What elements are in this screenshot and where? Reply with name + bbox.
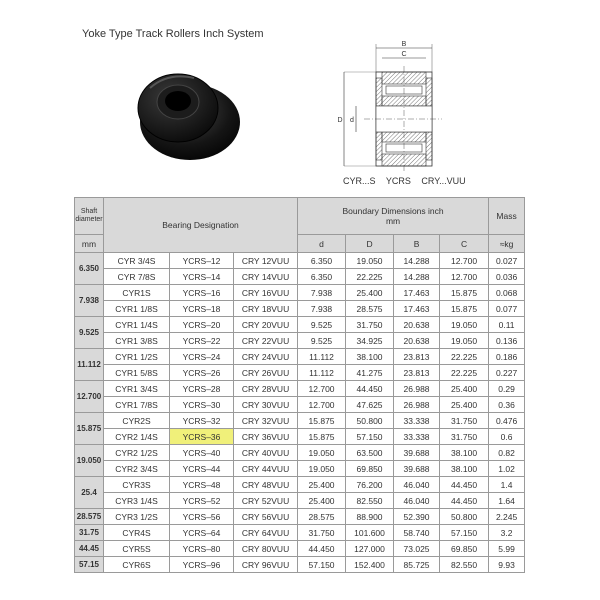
table-cell: YCRS–52 — [170, 493, 234, 509]
table-cell: 82.550 — [440, 557, 489, 573]
table-cell: 0.6 — [489, 429, 525, 445]
table-cell: YCRS–20 — [170, 317, 234, 333]
table-cell: 17.463 — [394, 285, 440, 301]
variant-labels — [343, 176, 474, 186]
table-cell: 39.688 — [394, 461, 440, 477]
table-cell: CRY 14VUU — [234, 269, 298, 285]
header-B: B — [394, 235, 440, 253]
table-row — [75, 509, 525, 525]
table-cell: 15.875 — [440, 285, 489, 301]
table-cell: 58.740 — [394, 525, 440, 541]
table-cell: YCRS–16 — [170, 285, 234, 301]
table-cell: 52.390 — [394, 509, 440, 525]
table-cell: 101.600 — [346, 525, 394, 541]
specs-table — [74, 197, 525, 573]
table-cell: YCRS–28 — [170, 381, 234, 397]
table-row — [75, 493, 525, 509]
table-cell: YCRS–26 — [170, 365, 234, 381]
table-cell: 0.027 — [489, 253, 525, 269]
table-cell: 25.400 — [298, 493, 346, 509]
table-cell: 88.900 — [346, 509, 394, 525]
page-title: Yoke Type Track Rollers Inch System — [82, 28, 264, 40]
table-cell: 9.525 — [298, 317, 346, 333]
table-cell: YCRS–22 — [170, 333, 234, 349]
table-cell: 31.750 — [298, 525, 346, 541]
table-cell: 20.638 — [394, 333, 440, 349]
table-cell: 34.925 — [346, 333, 394, 349]
table-cell: YCRS–14 — [170, 269, 234, 285]
table-cell: 26.988 — [394, 397, 440, 413]
shaft-diameter-cell: 25.4 — [75, 477, 104, 509]
table-cell: 0.068 — [489, 285, 525, 301]
table-cell: 23.813 — [394, 365, 440, 381]
table-cell: CYR2S — [104, 413, 170, 429]
table-cell: CYR3S — [104, 477, 170, 493]
table-cell: 28.575 — [298, 509, 346, 525]
table-cell: CYR 3/4S — [104, 253, 170, 269]
table-cell: 17.463 — [394, 301, 440, 317]
table-cell: 6.350 — [298, 269, 346, 285]
table-cell: CRY 28VUU — [234, 381, 298, 397]
header-shaft-unit: mm — [75, 235, 104, 253]
table-cell: 76.200 — [346, 477, 394, 493]
table-cell: 22.225 — [440, 365, 489, 381]
table-cell: CYR1 7/8S — [104, 397, 170, 413]
specs-table-body — [75, 253, 525, 573]
table-cell: 19.050 — [346, 253, 394, 269]
shaft-diameter-cell: 15.875 — [75, 413, 104, 445]
table-cell: 15.875 — [440, 301, 489, 317]
table-cell: 12.700 — [440, 253, 489, 269]
table-row — [75, 365, 525, 381]
table-row — [75, 381, 525, 397]
table-cell: CRY 12VUU — [234, 253, 298, 269]
header-bearing-designation: Bearing Designation — [104, 198, 298, 253]
table-cell: 5.99 — [489, 541, 525, 557]
table-cell: 1.02 — [489, 461, 525, 477]
table-cell: 0.476 — [489, 413, 525, 429]
table-cell: CYR2 1/4S — [104, 429, 170, 445]
table-cell: 0.077 — [489, 301, 525, 317]
table-cell: CYR5S — [104, 541, 170, 557]
table-cell: CRY 24VUU — [234, 349, 298, 365]
table-cell: 69.850 — [346, 461, 394, 477]
shaft-diameter-cell: 44.45 — [75, 541, 104, 557]
dim-label-D: D — [337, 117, 343, 124]
shaft-diameter-cell: 7.938 — [75, 285, 104, 317]
cross-section-drawing — [332, 38, 468, 174]
table-cell: 50.800 — [346, 413, 394, 429]
table-cell: 28.575 — [346, 301, 394, 317]
table-cell: 38.100 — [440, 445, 489, 461]
table-cell: 12.700 — [298, 397, 346, 413]
table-cell: 44.450 — [440, 477, 489, 493]
table-row — [75, 317, 525, 333]
shaft-diameter-cell: 12.700 — [75, 381, 104, 413]
table-cell: YCRS–96 — [170, 557, 234, 573]
table-cell: YCRS–44 — [170, 461, 234, 477]
variant-label: YCRS — [385, 176, 411, 186]
table-cell: 44.450 — [440, 493, 489, 509]
table-cell: CRY 26VUU — [234, 365, 298, 381]
table-cell: CRY 32VUU — [234, 413, 298, 429]
table-cell: CRY 30VUU — [234, 397, 298, 413]
table-cell: 19.050 — [440, 333, 489, 349]
table-cell: 38.100 — [346, 349, 394, 365]
table-row — [75, 253, 525, 269]
table-row — [75, 285, 525, 301]
table-cell: YCRS–80 — [170, 541, 234, 557]
table-cell: CYR3 1/4S — [104, 493, 170, 509]
table-cell: 0.82 — [489, 445, 525, 461]
table-cell: CRY 80VUU — [234, 541, 298, 557]
table-cell: 127.000 — [346, 541, 394, 557]
table-cell: YCRS–32 — [170, 413, 234, 429]
table-cell: 7.938 — [298, 285, 346, 301]
table-cell: 47.625 — [346, 397, 394, 413]
header-boundary-dimensions: Boundary Dimensions inch mm — [298, 198, 489, 235]
table-cell: 38.100 — [440, 461, 489, 477]
table-cell: 152.400 — [346, 557, 394, 573]
table-cell: 0.227 — [489, 365, 525, 381]
table-cell: 44.450 — [346, 381, 394, 397]
table-row — [75, 301, 525, 317]
table-cell: 44.450 — [298, 541, 346, 557]
table-cell: 25.400 — [346, 285, 394, 301]
table-cell: 9.525 — [298, 333, 346, 349]
header-D: D — [346, 235, 394, 253]
table-cell: CYR1 5/8S — [104, 365, 170, 381]
table-cell: CRY 56VUU — [234, 509, 298, 525]
table-cell: YCRS–36 — [170, 429, 234, 445]
table-cell: CRY 64VUU — [234, 525, 298, 541]
header-C: C — [440, 235, 489, 253]
table-cell: YCRS–12 — [170, 253, 234, 269]
shaft-diameter-cell: 6.350 — [75, 253, 104, 285]
table-cell: CYR4S — [104, 525, 170, 541]
table-cell: CRY 22VUU — [234, 333, 298, 349]
variant-label: CYR...S — [343, 176, 376, 186]
dim-label-d: d — [350, 117, 354, 124]
table-cell: 57.150 — [440, 525, 489, 541]
table-cell: CRY 52VUU — [234, 493, 298, 509]
table-cell: CRY 16VUU — [234, 285, 298, 301]
table-cell: 7.938 — [298, 301, 346, 317]
table-cell: 0.36 — [489, 397, 525, 413]
table-cell: CYR1S — [104, 285, 170, 301]
table-cell: 1.64 — [489, 493, 525, 509]
shaft-diameter-cell: 19.050 — [75, 445, 104, 477]
table-cell: CRY 20VUU — [234, 317, 298, 333]
table-cell: 12.700 — [440, 269, 489, 285]
shaft-diameter-cell: 57.15 — [75, 557, 104, 573]
table-cell: 22.225 — [440, 349, 489, 365]
table-cell: CRY 48VUU — [234, 477, 298, 493]
table-row — [75, 525, 525, 541]
table-cell: 20.638 — [394, 317, 440, 333]
table-cell: 82.550 — [346, 493, 394, 509]
table-cell: 3.2 — [489, 525, 525, 541]
table-cell: 11.112 — [298, 365, 346, 381]
table-cell: 25.400 — [298, 477, 346, 493]
table-cell: CYR1 1/2S — [104, 349, 170, 365]
table-cell: 31.750 — [346, 317, 394, 333]
table-cell: 41.275 — [346, 365, 394, 381]
table-cell: 0.11 — [489, 317, 525, 333]
table-cell: YCRS–40 — [170, 445, 234, 461]
variant-label: CRY...VUU — [421, 176, 466, 186]
table-cell: 39.688 — [394, 445, 440, 461]
table-cell: CRY 40VUU — [234, 445, 298, 461]
table-cell: 63.500 — [346, 445, 394, 461]
table-cell: CYR 7/8S — [104, 269, 170, 285]
shaft-diameter-cell: 9.525 — [75, 317, 104, 349]
table-cell: 11.112 — [298, 349, 346, 365]
table-cell: CRY 44VUU — [234, 461, 298, 477]
table-cell: 46.040 — [394, 493, 440, 509]
roller-photo — [128, 58, 248, 168]
shaft-diameter-cell: 31.75 — [75, 525, 104, 541]
table-cell: CRY 96VUU — [234, 557, 298, 573]
table-cell: 46.040 — [394, 477, 440, 493]
table-cell: 14.288 — [394, 253, 440, 269]
table-cell: 19.050 — [298, 445, 346, 461]
table-cell: CYR1 3/8S — [104, 333, 170, 349]
table-row — [75, 557, 525, 573]
shaft-diameter-cell: 28.575 — [75, 509, 104, 525]
table-cell: YCRS–64 — [170, 525, 234, 541]
table-cell: 69.850 — [440, 541, 489, 557]
table-cell: 0.186 — [489, 349, 525, 365]
table-cell: CYR1 1/8S — [104, 301, 170, 317]
table-cell: CYR2 3/4S — [104, 461, 170, 477]
table-row — [75, 445, 525, 461]
table-cell: 22.225 — [346, 269, 394, 285]
table-cell: CRY 18VUU — [234, 301, 298, 317]
table-cell: 57.150 — [298, 557, 346, 573]
table-cell: YCRS–56 — [170, 509, 234, 525]
table-cell: 33.338 — [394, 429, 440, 445]
header-shaft-diameter: Shaft diameter — [75, 198, 104, 235]
table-cell: CYR3 1/2S — [104, 509, 170, 525]
table-cell: 12.700 — [298, 381, 346, 397]
table-row — [75, 349, 525, 365]
table-cell: 15.875 — [298, 429, 346, 445]
table-cell: YCRS–24 — [170, 349, 234, 365]
table-cell: 0.136 — [489, 333, 525, 349]
table-cell: 0.036 — [489, 269, 525, 285]
dim-label-c: C — [401, 51, 407, 58]
table-cell: 9.93 — [489, 557, 525, 573]
table-cell: 2.245 — [489, 509, 525, 525]
table-cell: YCRS–48 — [170, 477, 234, 493]
table-cell: CYR6S — [104, 557, 170, 573]
table-cell: 25.400 — [440, 381, 489, 397]
table-row — [75, 429, 525, 445]
table-cell: CRY 36VUU — [234, 429, 298, 445]
table-row — [75, 477, 525, 493]
table-cell: 31.750 — [440, 413, 489, 429]
table-cell: CYR2 1/2S — [104, 445, 170, 461]
table-cell: 25.400 — [440, 397, 489, 413]
table-cell: 19.050 — [440, 317, 489, 333]
header-mass: Mass — [489, 198, 525, 235]
table-cell: 33.338 — [394, 413, 440, 429]
table-cell: CYR1 3/4S — [104, 381, 170, 397]
table-cell: CYR1 1/4S — [104, 317, 170, 333]
table-cell: 31.750 — [440, 429, 489, 445]
table-cell: YCRS–30 — [170, 397, 234, 413]
table-cell: 26.988 — [394, 381, 440, 397]
shaft-diameter-cell: 11.112 — [75, 349, 104, 381]
table-row — [75, 461, 525, 477]
dim-label-b: B — [401, 41, 407, 48]
table-cell: 73.025 — [394, 541, 440, 557]
table-cell: 50.800 — [440, 509, 489, 525]
table-cell: 14.288 — [394, 269, 440, 285]
table-cell: 15.875 — [298, 413, 346, 429]
table-cell: 19.050 — [298, 461, 346, 477]
table-cell: 57.150 — [346, 429, 394, 445]
table-row — [75, 397, 525, 413]
table-cell: 23.813 — [394, 349, 440, 365]
table-row — [75, 269, 525, 285]
table-row — [75, 333, 525, 349]
table-cell: 85.725 — [394, 557, 440, 573]
table-cell: 0.29 — [489, 381, 525, 397]
table-row — [75, 541, 525, 557]
table-cell: 1.4 — [489, 477, 525, 493]
table-cell: 6.350 — [298, 253, 346, 269]
header-d: d — [298, 235, 346, 253]
header-mass-unit: ≈kg — [489, 235, 525, 253]
table-row — [75, 413, 525, 429]
table-cell: YCRS–18 — [170, 301, 234, 317]
